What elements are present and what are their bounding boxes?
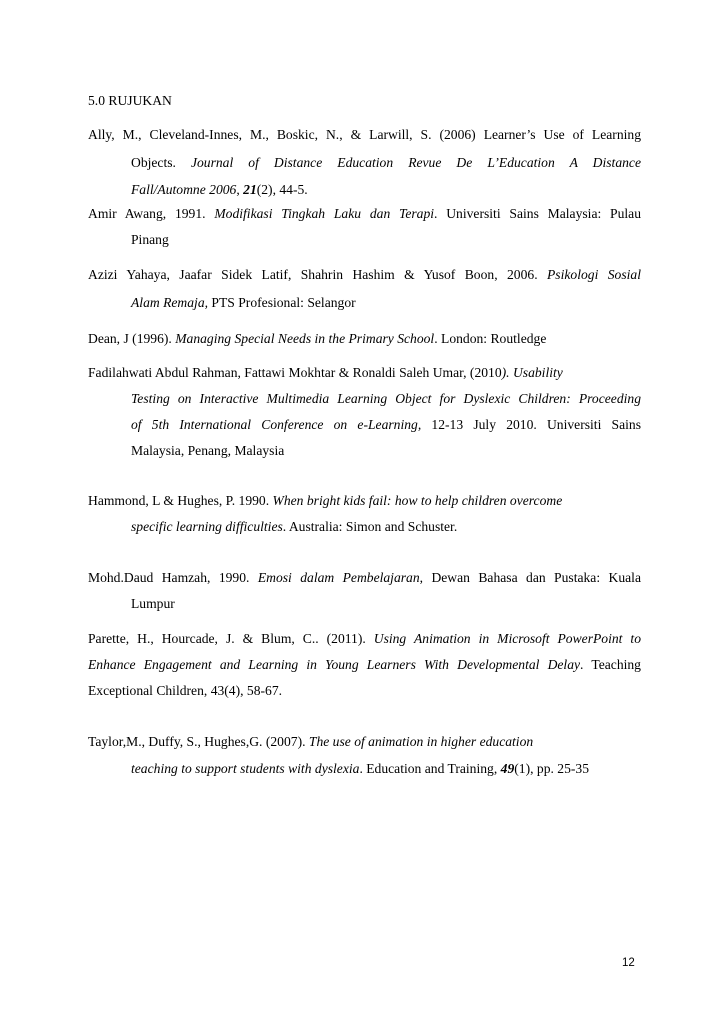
ref-fadilahwati-line2: Testing on Interactive Multimedia Learning Object for Dyslexic Children: Proceeding xyxy=(131,391,641,406)
section-heading: 5.0 RUJUKAN xyxy=(88,93,172,108)
ref-mohd-line1: Mohd.Daud Hamzah, 1990. Emosi dalam Pembelajaran, Dewan Bahasa dan Pustaka: Kuala xyxy=(88,570,641,585)
ref-fadilahwati-line4: Malaysia, Penang, Malaysia xyxy=(131,443,285,458)
ref-hammond-line2: specific learning difficulties. Australia: Simon and Schuster. xyxy=(131,519,458,534)
ref-azizi-line2: Alam Remaja, PTS Profesional: Selangor xyxy=(131,295,356,310)
ref-parette-line2: Enhance Engagement and Learning in Young Learners With Developmental Delay. Teaching xyxy=(88,657,641,672)
ref-fadilahwati-line1: Fadilahwati Abdul Rahman, Fattawi Mokhtar & Ronaldi Saleh Umar, (2010). Usability xyxy=(88,365,563,380)
ref-amir-line1: Amir Awang, 1991. Modifikasi Tingkah Laku dan Terapi. Universiti Sains Malaysia: Pulau xyxy=(88,206,642,221)
ref-ally-line3: Fall/Automne 2006, 21(2), 44-5. xyxy=(131,182,308,197)
ref-taylor-line1: Taylor,M., Duffy, S., Hughes,G. (2007). The use of animation in higher education xyxy=(88,734,534,749)
ref-ally-line1: Ally, M., Cleveland-Innes, M., Boskic, N., & Larwill, S. (2006) Learner’s Use of Learning xyxy=(88,127,641,142)
ref-dean: Dean, J (1996). Managing Special Needs in the Primary School. London: Routledge xyxy=(88,331,547,346)
ref-ally-line2: Objects. Journal of Distance Education Revue De L’Education A Distance xyxy=(131,155,641,170)
ref-hammond-line1: Hammond, L & Hughes, P. 1990. When bright kids fail: how to help children overcome xyxy=(88,493,563,508)
ref-mohd-line2: Lumpur xyxy=(131,596,175,611)
ref-parette-line3: Exceptional Children, 43(4), 58-67. xyxy=(88,683,283,698)
page-number: 12 xyxy=(622,957,635,969)
ref-parette-line1: Parette, H., Hourcade, J. & Blum, C.. (2011). Using Animation in Microsoft PowerPoint to xyxy=(88,631,641,646)
ref-taylor-line2: teaching to support students with dyslexia. Education and Training, 49(1), pp. 25-35 xyxy=(131,761,590,776)
ref-fadilahwati-line3: of 5th International Conference on e-Learning, 12-13 July 2010. Universiti Sains xyxy=(131,417,642,432)
ref-amir-line2: Pinang xyxy=(131,232,169,247)
ref-azizi-line1: Azizi Yahaya, Jaafar Sidek Latif, Shahrin Hashim & Yusof Boon, 2006. Psikologi Sosial xyxy=(88,267,641,282)
